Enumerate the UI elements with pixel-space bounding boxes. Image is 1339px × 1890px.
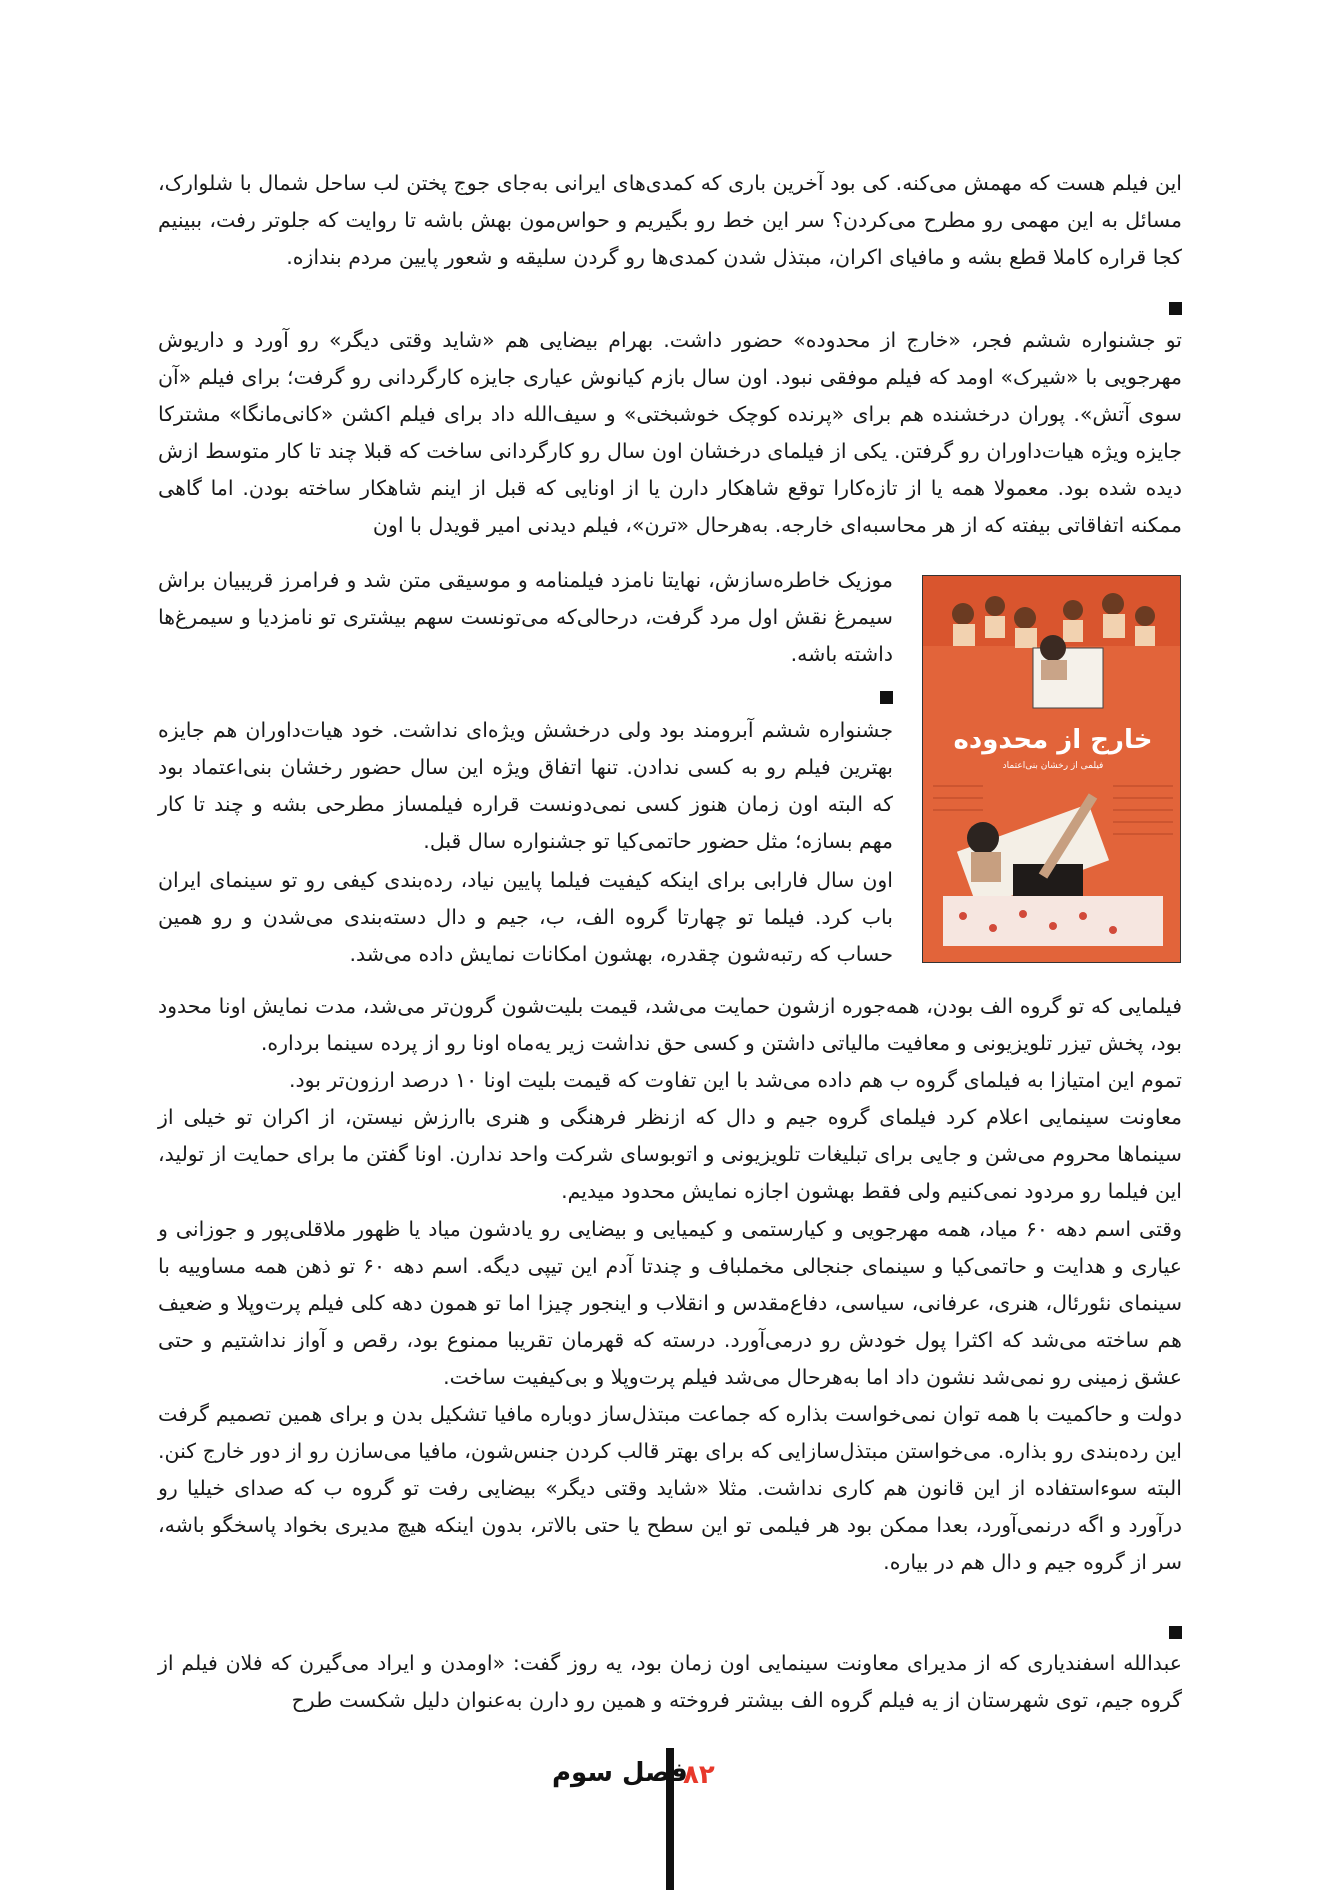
paragraph: موزیک خاطره‌سازش، نهایتا نامزد فیلمنامه و موسیقی متن شد و فرامرز قریبیان براش سیمرغ نقش اول مرد گرفت، درحالی‌که می‌تونست سهم بیشتری تو نامزدیا و سیمرغ‌ها داشته باشه.	[158, 568, 893, 666]
paragraph: این فیلم هست که مهمش می‌کنه. کی بود آخرین باری که کمدی‌های ایرانی به‌جای جوج پختن لب ساحل شمال با شلوارک، مسائل به این مهمی رو مطرح می‌کردن؟ سر این خط رو بگیریم و حواس‌مون بهش باشه تا روایت که جلوتر رفت، ببینیم کجا قراره کاملا قطع بشه و مافیای اکران، مبتذل شدن کمدی‌ها رو گردن سلیقه و شعور پایین مردم بندازه.	[158, 171, 1182, 269]
section-marker-icon	[1169, 302, 1182, 315]
paragraph: تو جشنواره ششم فجر، «خارج از محدوده» حضور داشت. بهرام بیضایی هم «شاید وقتی دیگر» رو آورد و داریوش مهرجویی با «شیرک» اومد که فیلم موفقی نبود. اون سال بازم کیانوش عیاری جایزه کارگردانی رو گرفت؛ برای فیلم «آن سوی آتش». پوران درخشنده هم برای «پرنده کوچک خوشبختی» و سیف‌الله داد برای فیلم اکشن «کانی‌مانگا» مشترکا جایزه ویژه هیات‌داوران رو گرفتن. یکی از فیلمای درخشان اون سال رو کارگردانی ساخت که قبلا چند تا کار متوسط ازش دیده شده بود. معمولا همه یا از تازه‌کارا توقع شاهکار دارن یا از اونایی که قبل از اینم شاهکار ساخته بودن. اما گاهی ممکنه اتفاقاتی بیفته که از هر محاسبه‌ای خارجه. به‌هرحال «ترن»، فیلم دیدنی امیر قویدل با اون	[158, 328, 1182, 537]
section-marker-icon	[1169, 1626, 1182, 1639]
poster-credit: فیلمی از رخشان بنی‌اعتماد	[1002, 761, 1104, 771]
film-poster-image	[922, 575, 1181, 963]
section-marker-icon	[880, 691, 893, 704]
poster-title: خارج از محدوده	[953, 725, 1153, 755]
paragraph: تموم این امتیازا به فیلمای گروه ب هم داده می‌شد با این تفاوت که قیمت بلیت اونا ۱۰ درصد ارزون‌تر بود.	[288, 1068, 1182, 1092]
chapter-title: فصل سوم	[552, 1758, 688, 1788]
page-number: ۸۲	[683, 1760, 715, 1790]
paragraph: فیلمایی که تو گروه الف بودن، همه‌جوره ازشون حمایت می‌شد، قیمت بلیت‌شون گرون‌تر می‌شد، مدت نمایش اونا محدود بود، پخش تیزر تلویزیونی و معافیت مالیاتی داشتن و کسی حق نداشت زیر یه‌ماه اونا رو از پرده سینما برداره.	[158, 994, 1182, 1055]
paragraph: جشنواره ششم آبرومند بود ولی درخشش ویژه‌ای نداشت. خود هیات‌داوران هم جایزه بهترین فیلم رو به کسی ندادن. تنها اتفاق ویژه این سال حضور رخشان بنی‌اعتماد بود که البته اون زمان هنوز کسی نمی‌دونست قراره فیلمساز مطرحی بشه و چند تا کار مهم بسازه؛ مثل حضور حاتمی‌کیا تو جشنواره سال قبل.	[158, 718, 893, 853]
paragraph: معاونت سینمایی اعلام کرد فیلمای گروه جیم و دال که ازنظر فرهنگی و هنری باارزش نیستن، از اکران تو خیلی از سینماها محروم می‌شن و جایی برای تبلیغات تلویزیونی و اتوبوسای شرکت واحد ندارن. اونا گفتن ما برای حمایت از تولید، این فیلما رو مردود نمی‌کنیم ولی فقط بهشون اجازه نمایش محدود میدیم.	[158, 1105, 1182, 1203]
paragraph: وقتی اسم دهه ۶۰ میاد، همه مهرجویی و کیارستمی و کیمیایی و بیضایی رو یادشون میاد یا ظهور ملاقلی‌پور و جوزانی و عیاری و هدایت و حاتمی‌کیا و سینمای جنجالی مخملباف و چندتا آدم این تیپی دیگه. اسم دهه ۶۰ تو ذهن همه مساوییه با سینمای نئورئال، هنری، عرفانی، سیاسی، دفاع‌مقدس و انقلاب و اینجور چیزا اما تو همون دهه کلی فیلم پرت‌وپلا و ضعیف هم ساخته می‌شد که اکثرا پول خودش رو درمی‌آورد. درسته که قهرمان تقریبا ممنوع بود، رقص و آواز نداشتیم و حتی عشق زمینی رو نمی‌شد نشون داد اما به‌هرحال می‌شد فیلم پرت‌وپلا و بی‌کیفیت ساخت.	[158, 1217, 1183, 1389]
paragraph: دولت و حاکمیت با همه توان نمی‌خواست بذاره که جماعت مبتذل‌ساز دوباره مافیا تشکیل بدن و برای همین تصمیم گرفت این رده‌بندی رو بذاره. می‌خواستن مبتذل‌سازایی که برای بهتر قالب کردن جنس‌شون، مافیا می‌سازن رو از دور خارج کنن. البته سوءاستفاده از این قانون هم کاری نداشت. مثلا «شاید وقتی دیگر» بیضایی رفت تو گروه ب که صدای خیلیا رو درآورد و اگه درنمی‌آورد، بعدا ممکن بود هر فیلمی تو این سطح یا حتی بالاتر، بدون اینکه هیچ مدیری بخواد پاسخگو باشه، سر از گروه جیم و دال هم در بیاره.	[158, 1402, 1182, 1574]
paragraph: عبدالله اسفندیاری که از مدیرای معاونت سینمایی اون زمان بود، یه روز گفت: «اومدن و ایراد می‌گیرن که فلان فیلم از گروه جیم، توی شهرستان از یه فیلم گروه الف بیشتر فروخته و همین رو دارن به‌عنوان دلیل شکست طرح	[158, 1651, 1182, 1712]
paragraph: اون سال فارابی برای اینکه کیفیت فیلما پایین نیاد، رده‌بندی کیفی رو تو سینمای ایران باب کرد. فیلما تو چهارتا گروه الف، ب، جیم و دال دسته‌بندی می‌شدن و رو همین حساب که رتبه‌شون چقدره، بهشون امکانات نمایش داده می‌شد.	[158, 868, 893, 966]
